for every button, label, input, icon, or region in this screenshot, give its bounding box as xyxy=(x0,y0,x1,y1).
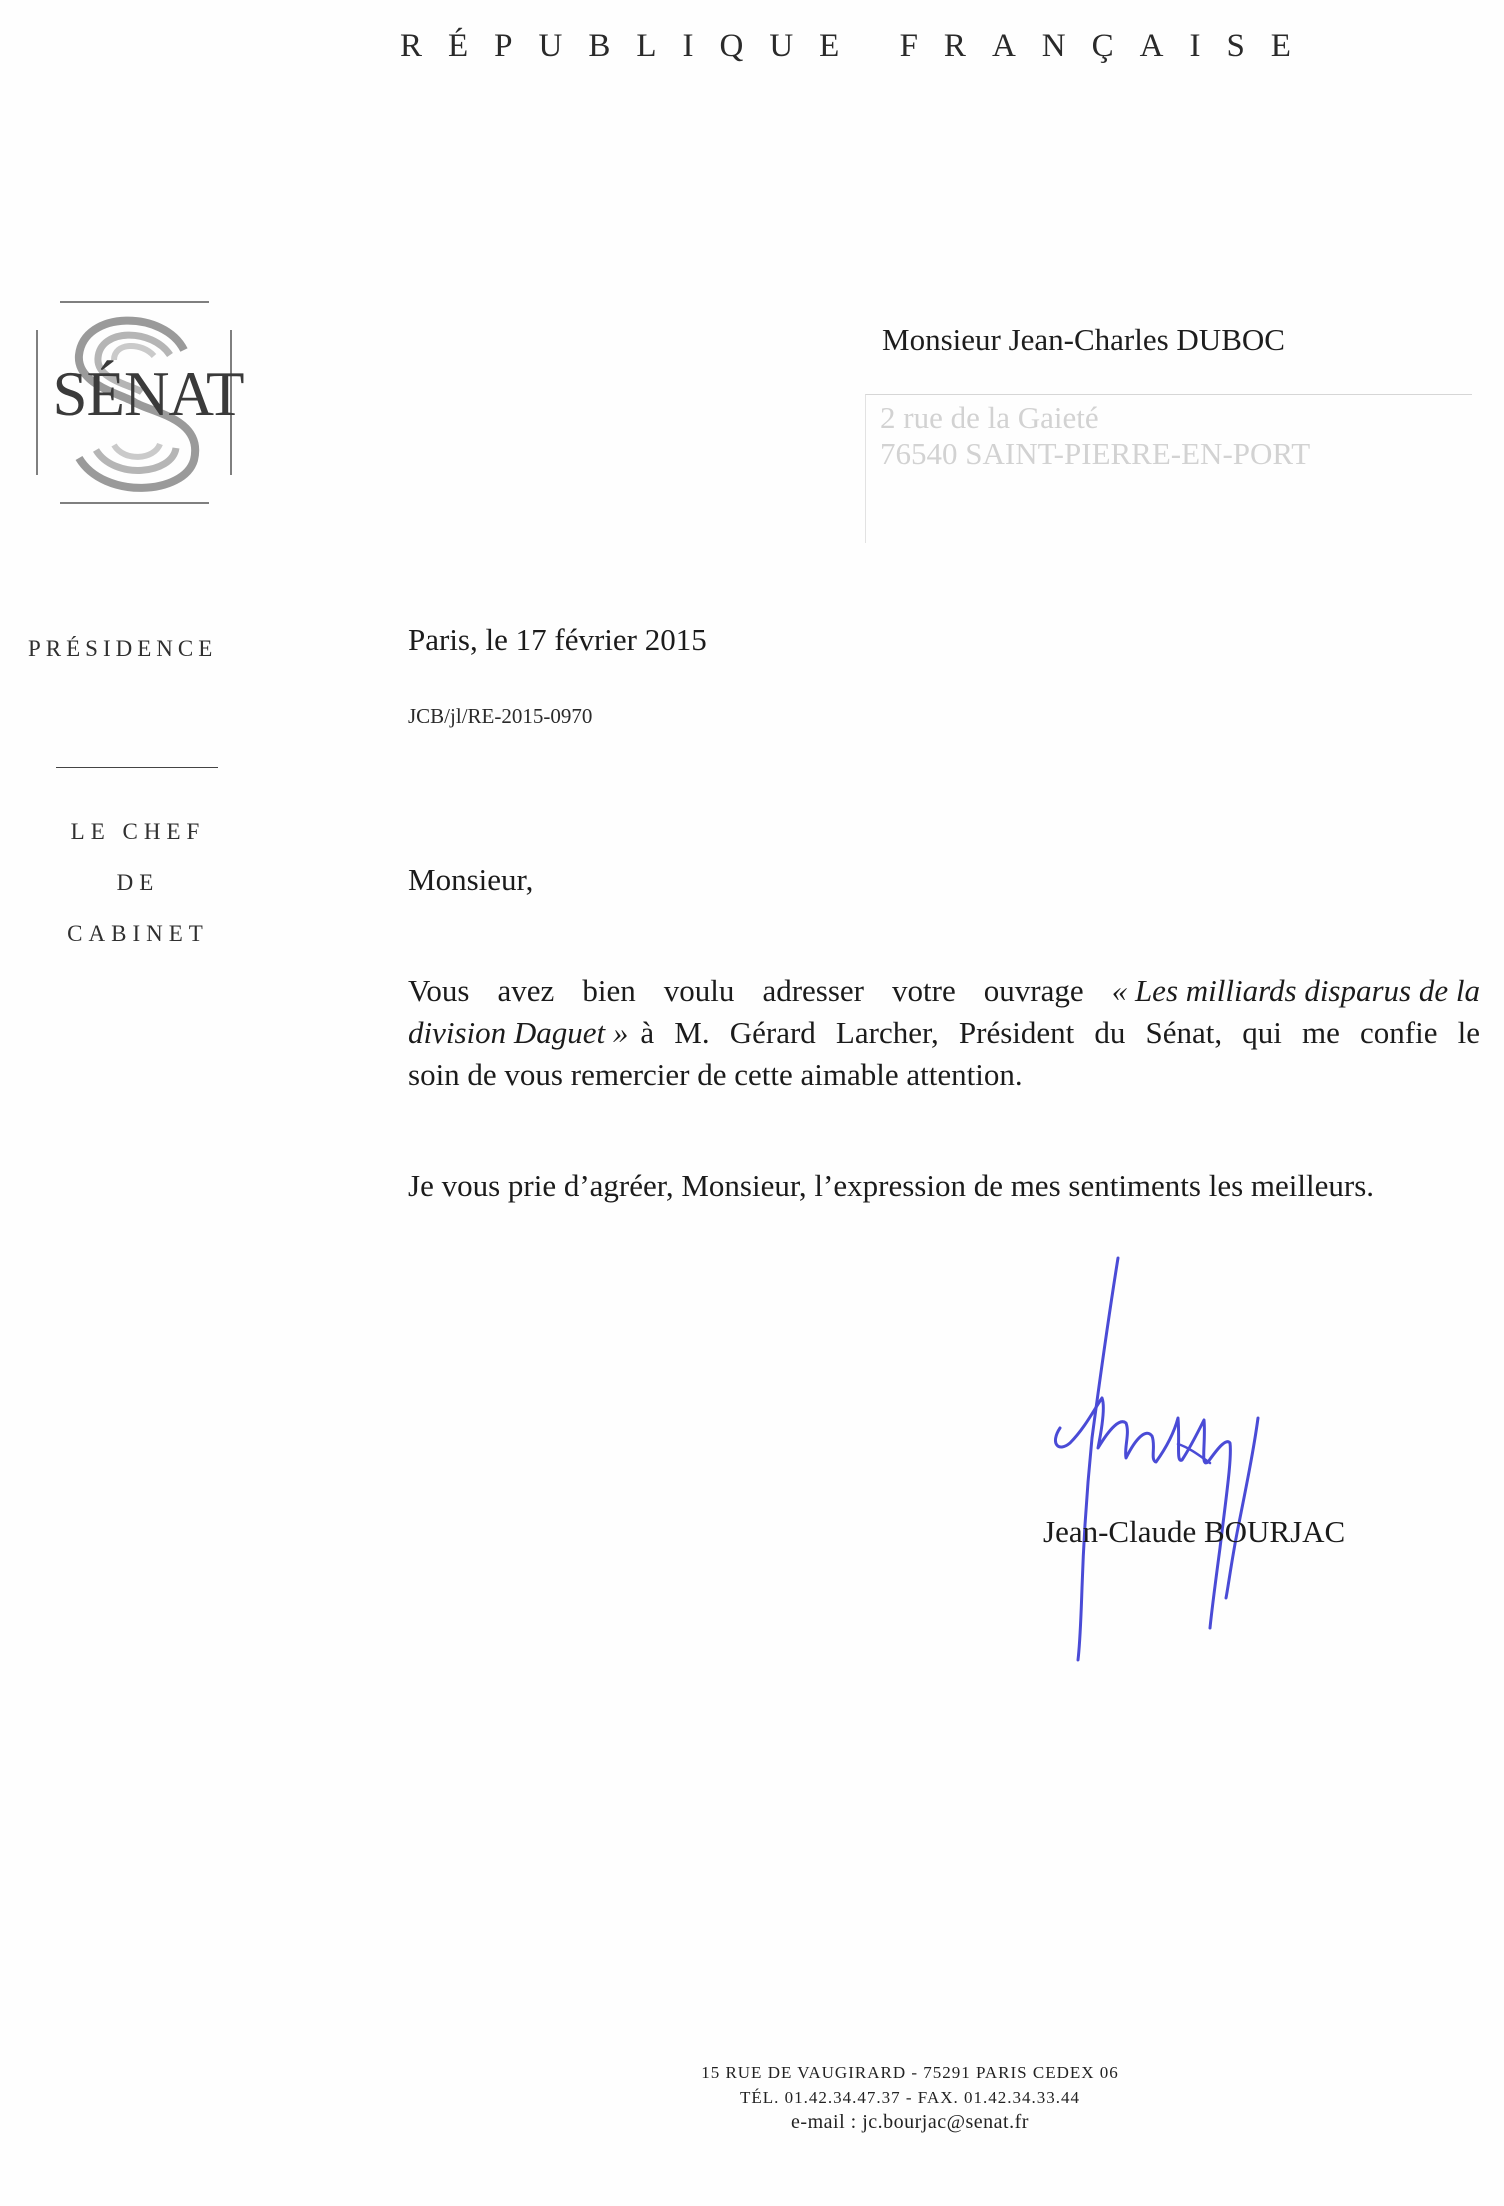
body-line-3 xyxy=(408,1054,1480,1096)
sidebar-divider xyxy=(56,767,218,768)
letter-body-paragraph xyxy=(408,970,1480,1096)
book-title-part-1: « Les milliards disparus de la xyxy=(1111,973,1480,1008)
chef-de-cabinet-label xyxy=(38,806,238,959)
body-word: votre xyxy=(892,973,956,1008)
footer-email: e-mail : jc.bourjac@senat.fr xyxy=(791,2111,1029,2133)
signatory-name: Jean-Claude BOURJAC xyxy=(1043,1514,1346,1549)
chef-line-1: LE CHEF xyxy=(70,819,206,844)
republique-heading-text: RÉPUBLIQUE FRANÇAISE xyxy=(400,28,1317,64)
footer-address: 15 RUE DE VAUGIRARD - 75291 PARIS CEDEX 06 xyxy=(701,2063,1119,2082)
body-word: avez xyxy=(497,973,555,1008)
address-line-1: 2 rue de la Gaieté xyxy=(880,400,1099,435)
handwritten-signature xyxy=(1040,1248,1360,1668)
chef-line-3: CABINET xyxy=(67,921,209,946)
body-line-2-rest: à M. Gérard Larcher, Président du Sénat, qui me confie le xyxy=(640,1015,1480,1050)
presidence-label xyxy=(28,636,217,662)
senat-logo xyxy=(34,300,244,505)
republique-francaise-heading xyxy=(400,28,1430,65)
body-line-3-text: soin de vous remercier de cette aimable attention. xyxy=(408,1057,1023,1092)
body-word: Vous xyxy=(408,973,470,1008)
body-word: adresser xyxy=(762,973,864,1008)
body-word: voulu xyxy=(663,973,735,1008)
recipient-address xyxy=(880,400,1310,472)
body-line-2 xyxy=(408,1012,1480,1054)
book-title-part-2: division Daguet » xyxy=(408,1015,629,1050)
address-line-2: 76540 SAINT-PIERRE-EN-PORT xyxy=(880,436,1311,471)
chef-line-2: DE xyxy=(116,870,160,895)
senat-wordmark: SÉNAT xyxy=(52,359,244,429)
presidence-text: PRÉSIDENCE xyxy=(28,636,218,661)
letter-salutation: Monsieur, xyxy=(408,862,534,897)
footer-phone-fax: TÉL. 01.42.34.47.37 - FAX. 01.42.34.33.44 xyxy=(739,2088,1081,2107)
recipient-name: Monsieur Jean-Charles DUBOC xyxy=(882,322,1285,357)
body-line-1 xyxy=(408,970,1480,1012)
letter-reference: JCB/jl/RE-2015-0970 xyxy=(408,704,593,728)
letterhead-footer xyxy=(560,2060,1260,2135)
body-word: bien xyxy=(582,973,636,1008)
letter-date: Paris, le 17 février 2015 xyxy=(408,622,707,657)
body-word: ouvrage xyxy=(983,973,1084,1008)
letter-closing: Je vous prie d’agréer, Monsieur, l’expression de mes sentiments les meilleurs. xyxy=(408,1168,1375,1203)
